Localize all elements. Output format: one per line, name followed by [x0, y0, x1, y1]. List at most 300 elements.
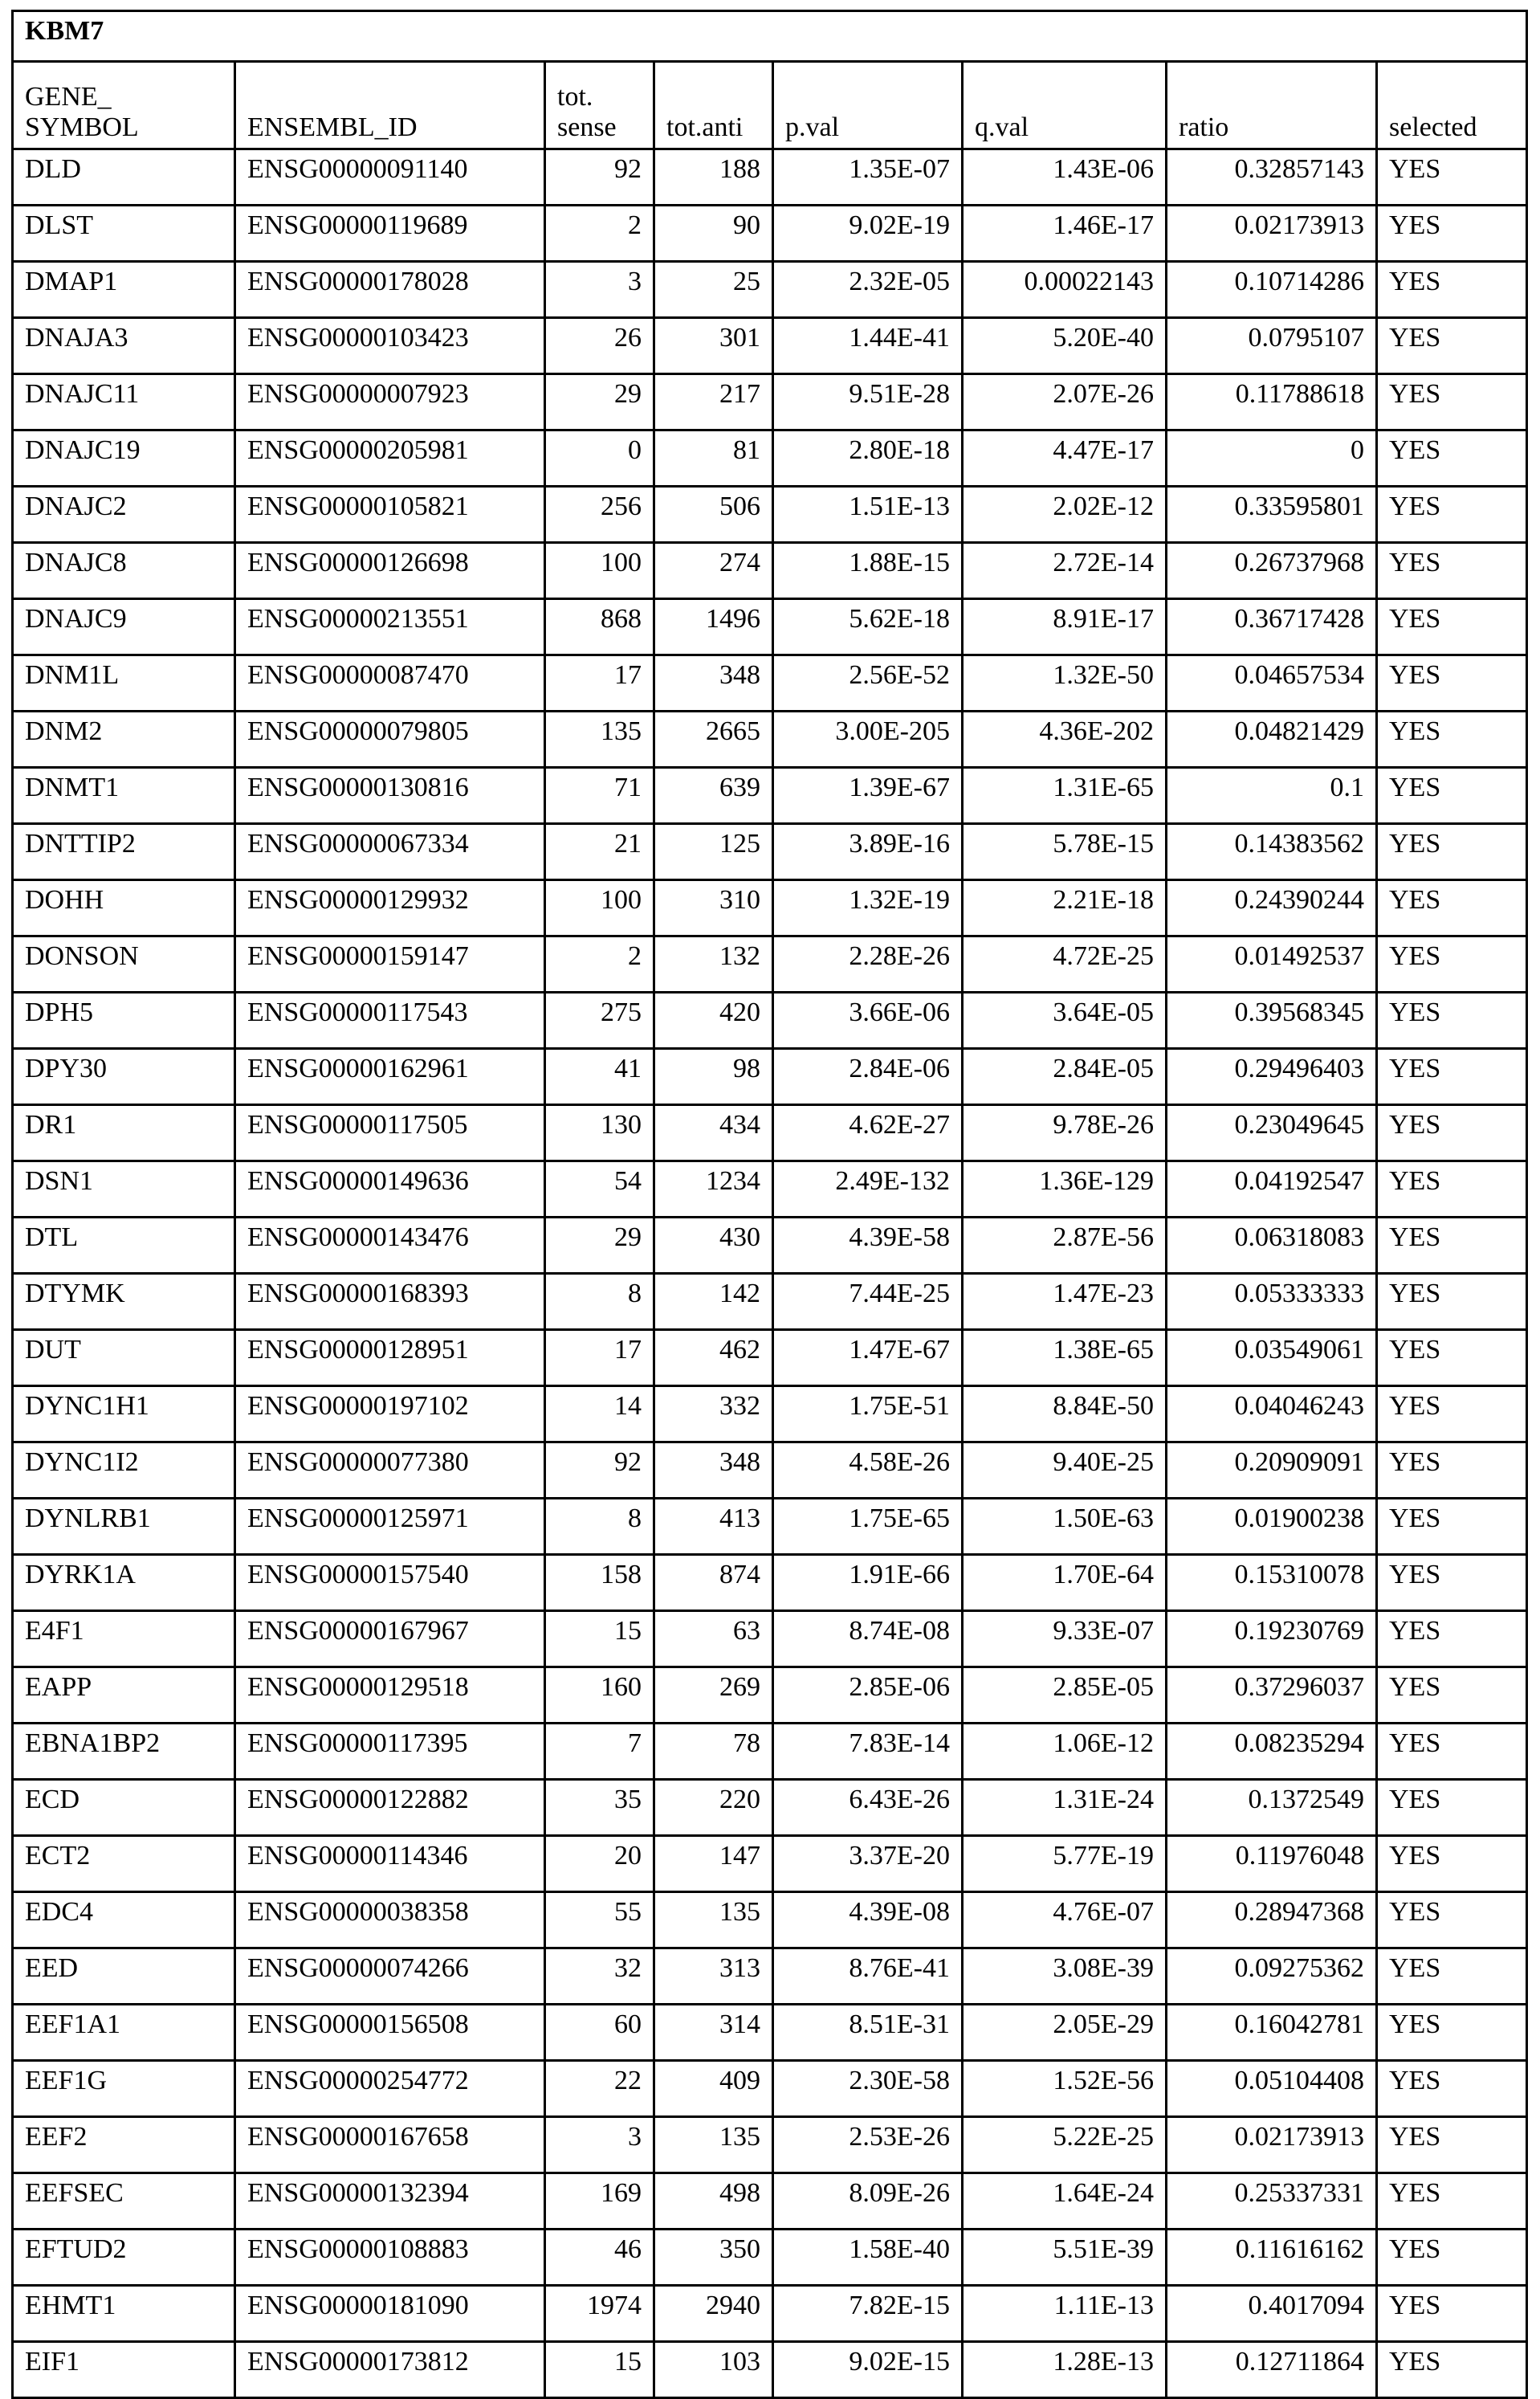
gene-symbol-cell: EED — [13, 1948, 235, 2005]
ratio-cell: 0.15310078 — [1167, 1555, 1377, 1611]
table-row — [13, 1274, 1527, 1330]
tot-anti-cell: 310 — [654, 880, 773, 936]
ratio-cell: 0.04046243 — [1167, 1386, 1377, 1442]
tot-anti-cell: 135 — [654, 2117, 773, 2173]
ensembl-id-cell: ENSG00000087470 — [235, 655, 545, 712]
q-val-cell: 4.76E-07 — [963, 1892, 1167, 1948]
ratio-cell: 0.23049645 — [1167, 1105, 1377, 1161]
tot-sense-cell: 54 — [545, 1161, 654, 1218]
selected-cell: YES — [1377, 1836, 1527, 1892]
tot-anti-cell: 332 — [654, 1386, 773, 1442]
ensembl-id-cell: ENSG00000159147 — [235, 936, 545, 993]
tot-anti-cell: 98 — [654, 1049, 773, 1105]
gene-symbol-cell: DLD — [13, 149, 235, 206]
q-val-cell: 5.20E-40 — [963, 318, 1167, 374]
gene-symbol-cell: EFTUD2 — [13, 2230, 235, 2286]
gene-symbol-cell: DOHH — [13, 880, 235, 936]
selected-cell: YES — [1377, 1667, 1527, 1724]
p-val-cell: 1.44E-41 — [773, 318, 963, 374]
ratio-cell: 0.11976048 — [1167, 1836, 1377, 1892]
selected-cell: YES — [1377, 1948, 1527, 2005]
column-header-ensembl-id: ENSEMBL_ID — [235, 62, 545, 149]
ensembl-id-cell: ENSG00000117543 — [235, 993, 545, 1049]
table-row — [13, 1724, 1527, 1780]
ratio-cell: 0.32857143 — [1167, 149, 1377, 206]
ensembl-id-cell: ENSG00000178028 — [235, 262, 545, 318]
ensembl-id-cell: ENSG00000126698 — [235, 543, 545, 599]
tot-anti-cell: 125 — [654, 824, 773, 880]
p-val-cell: 3.66E-06 — [773, 993, 963, 1049]
ratio-cell: 0.16042781 — [1167, 2005, 1377, 2061]
selected-cell: YES — [1377, 993, 1527, 1049]
gene-symbol-cell: EIF1 — [13, 2342, 235, 2398]
table-row — [13, 430, 1527, 487]
column-header-tot-sense: tot. sense — [545, 62, 654, 149]
gene-symbol-cell: DPH5 — [13, 993, 235, 1049]
gene-symbol-cell: DNAJA3 — [13, 318, 235, 374]
q-val-cell: 1.31E-24 — [963, 1780, 1167, 1836]
table-row — [13, 712, 1527, 768]
tot-sense-cell: 130 — [545, 1105, 654, 1161]
selected-cell: YES — [1377, 374, 1527, 430]
ensembl-id-cell: ENSG00000117505 — [235, 1105, 545, 1161]
tot-sense-cell: 92 — [545, 1442, 654, 1499]
ratio-cell: 0.10714286 — [1167, 262, 1377, 318]
column-header-p-val: p.val — [773, 62, 963, 149]
tot-anti-cell: 413 — [654, 1499, 773, 1555]
selected-cell: YES — [1377, 1555, 1527, 1611]
gene-symbol-cell: DNAJC19 — [13, 430, 235, 487]
table-row — [13, 543, 1527, 599]
table-body — [13, 149, 1527, 2398]
p-val-cell: 1.35E-07 — [773, 149, 963, 206]
gene-symbol-cell: DNAJC11 — [13, 374, 235, 430]
tot-sense-cell: 20 — [545, 1836, 654, 1892]
ensembl-id-cell: ENSG00000143476 — [235, 1218, 545, 1274]
tot-sense-cell: 100 — [545, 880, 654, 936]
gene-table — [11, 10, 1528, 2399]
table-row — [13, 2286, 1527, 2342]
q-val-cell: 4.72E-25 — [963, 936, 1167, 993]
p-val-cell: 9.02E-19 — [773, 206, 963, 262]
ensembl-id-cell: ENSG00000173812 — [235, 2342, 545, 2398]
column-header-selected: selected — [1377, 62, 1527, 149]
ensembl-id-cell: ENSG00000254772 — [235, 2061, 545, 2117]
gene-symbol-cell: DUT — [13, 1330, 235, 1386]
selected-cell: YES — [1377, 487, 1527, 543]
gene-symbol-cell: DPY30 — [13, 1049, 235, 1105]
tot-anti-cell: 147 — [654, 1836, 773, 1892]
selected-cell: YES — [1377, 1611, 1527, 1667]
table-row — [13, 1948, 1527, 2005]
table-row — [13, 824, 1527, 880]
table-row — [13, 1499, 1527, 1555]
table-row — [13, 318, 1527, 374]
ensembl-id-cell: ENSG00000130816 — [235, 768, 545, 824]
p-val-cell: 1.39E-67 — [773, 768, 963, 824]
ensembl-id-cell: ENSG00000162961 — [235, 1049, 545, 1105]
q-val-cell: 3.08E-39 — [963, 1948, 1167, 2005]
ensembl-id-cell: ENSG00000074266 — [235, 1948, 545, 2005]
tot-anti-cell: 135 — [654, 1892, 773, 1948]
tot-anti-cell: 63 — [654, 1611, 773, 1667]
table-row — [13, 880, 1527, 936]
selected-cell: YES — [1377, 2061, 1527, 2117]
p-val-cell: 2.85E-06 — [773, 1667, 963, 1724]
tot-anti-cell: 78 — [654, 1724, 773, 1780]
q-val-cell: 1.52E-56 — [963, 2061, 1167, 2117]
table-row — [13, 2005, 1527, 2061]
gene-symbol-cell: DNAJC2 — [13, 487, 235, 543]
ensembl-id-cell: ENSG00000067334 — [235, 824, 545, 880]
tot-sense-cell: 2 — [545, 936, 654, 993]
tot-anti-cell: 430 — [654, 1218, 773, 1274]
p-val-cell: 1.32E-19 — [773, 880, 963, 936]
ratio-cell: 0.08235294 — [1167, 1724, 1377, 1780]
ensembl-id-cell: ENSG00000132394 — [235, 2173, 545, 2230]
table-row — [13, 768, 1527, 824]
ratio-cell: 0.36717428 — [1167, 599, 1377, 655]
p-val-cell: 2.53E-26 — [773, 2117, 963, 2173]
table-row — [13, 2342, 1527, 2398]
ensembl-id-cell: ENSG00000156508 — [235, 2005, 545, 2061]
selected-cell: YES — [1377, 1780, 1527, 1836]
q-val-cell: 1.70E-64 — [963, 1555, 1167, 1611]
table-row — [13, 2061, 1527, 2117]
p-val-cell: 8.74E-08 — [773, 1611, 963, 1667]
selected-cell: YES — [1377, 936, 1527, 993]
p-val-cell: 2.80E-18 — [773, 430, 963, 487]
tot-sense-cell: 21 — [545, 824, 654, 880]
selected-cell: YES — [1377, 1892, 1527, 1948]
tot-sense-cell: 15 — [545, 2342, 654, 2398]
selected-cell: YES — [1377, 768, 1527, 824]
p-val-cell: 1.75E-51 — [773, 1386, 963, 1442]
table-row — [13, 1555, 1527, 1611]
selected-cell: YES — [1377, 1105, 1527, 1161]
tot-sense-cell: 3 — [545, 262, 654, 318]
gene-symbol-cell: EHMT1 — [13, 2286, 235, 2342]
p-val-cell: 1.58E-40 — [773, 2230, 963, 2286]
ensembl-id-cell: ENSG00000168393 — [235, 1274, 545, 1330]
p-val-cell: 1.51E-13 — [773, 487, 963, 543]
p-val-cell: 9.02E-15 — [773, 2342, 963, 2398]
ensembl-id-cell: ENSG00000213551 — [235, 599, 545, 655]
selected-cell: YES — [1377, 1442, 1527, 1499]
tot-sense-cell: 7 — [545, 1724, 654, 1780]
tot-sense-cell: 32 — [545, 1948, 654, 2005]
ratio-cell: 0.11616162 — [1167, 2230, 1377, 2286]
ensembl-id-cell: ENSG00000129518 — [235, 1667, 545, 1724]
q-val-cell: 2.21E-18 — [963, 880, 1167, 936]
table-row — [13, 599, 1527, 655]
column-header-gene-symbol: GENE_ SYMBOL — [13, 62, 235, 149]
selected-cell: YES — [1377, 2286, 1527, 2342]
tot-sense-cell: 46 — [545, 2230, 654, 2286]
ratio-cell: 0.05104408 — [1167, 2061, 1377, 2117]
ratio-cell: 0.01492537 — [1167, 936, 1377, 993]
ratio-cell: 0.02173913 — [1167, 2117, 1377, 2173]
ensembl-id-cell: ENSG00000119689 — [235, 206, 545, 262]
ratio-cell: 0.0795107 — [1167, 318, 1377, 374]
tot-sense-cell: 0 — [545, 430, 654, 487]
p-val-cell: 2.32E-05 — [773, 262, 963, 318]
tot-sense-cell: 160 — [545, 1667, 654, 1724]
selected-cell: YES — [1377, 206, 1527, 262]
tot-anti-cell: 348 — [654, 655, 773, 712]
p-val-cell: 3.37E-20 — [773, 1836, 963, 1892]
table-row — [13, 936, 1527, 993]
tot-anti-cell: 350 — [654, 2230, 773, 2286]
table-row — [13, 1667, 1527, 1724]
ratio-cell: 0.04821429 — [1167, 712, 1377, 768]
p-val-cell: 9.51E-28 — [773, 374, 963, 430]
ratio-cell: 0.03549061 — [1167, 1330, 1377, 1386]
tot-sense-cell: 169 — [545, 2173, 654, 2230]
selected-cell: YES — [1377, 543, 1527, 599]
ensembl-id-cell: ENSG00000038358 — [235, 1892, 545, 1948]
gene-symbol-cell: DNMT1 — [13, 768, 235, 824]
q-val-cell: 1.31E-65 — [963, 768, 1167, 824]
tot-sense-cell: 275 — [545, 993, 654, 1049]
q-val-cell: 2.07E-26 — [963, 374, 1167, 430]
tot-anti-cell: 217 — [654, 374, 773, 430]
gene-symbol-cell: ECT2 — [13, 1836, 235, 1892]
table-row — [13, 262, 1527, 318]
p-val-cell: 8.51E-31 — [773, 2005, 963, 2061]
tot-sense-cell: 35 — [545, 1780, 654, 1836]
p-val-cell: 4.39E-08 — [773, 1892, 963, 1948]
table-title-row — [13, 11, 1527, 62]
selected-cell: YES — [1377, 430, 1527, 487]
ratio-cell: 0.11788618 — [1167, 374, 1377, 430]
tot-sense-cell: 41 — [545, 1049, 654, 1105]
gene-symbol-cell: DNAJC9 — [13, 599, 235, 655]
q-val-cell: 9.33E-07 — [963, 1611, 1167, 1667]
tot-sense-cell: 17 — [545, 655, 654, 712]
selected-cell: YES — [1377, 1330, 1527, 1386]
p-val-cell: 2.49E-132 — [773, 1161, 963, 1218]
q-val-cell: 1.32E-50 — [963, 655, 1167, 712]
ensembl-id-cell: ENSG00000122882 — [235, 1780, 545, 1836]
selected-cell: YES — [1377, 2005, 1527, 2061]
tot-anti-cell: 498 — [654, 2173, 773, 2230]
p-val-cell: 2.28E-26 — [773, 936, 963, 993]
p-val-cell: 8.09E-26 — [773, 2173, 963, 2230]
p-val-cell: 2.30E-58 — [773, 2061, 963, 2117]
tot-anti-cell: 462 — [654, 1330, 773, 1386]
tot-sense-cell: 2 — [545, 206, 654, 262]
tot-anti-cell: 314 — [654, 2005, 773, 2061]
q-val-cell: 1.46E-17 — [963, 206, 1167, 262]
table-row — [13, 1386, 1527, 1442]
ratio-cell: 0.24390244 — [1167, 880, 1377, 936]
ensembl-id-cell: ENSG00000157540 — [235, 1555, 545, 1611]
tot-anti-cell: 1234 — [654, 1161, 773, 1218]
table-row — [13, 1105, 1527, 1161]
p-val-cell: 1.75E-65 — [773, 1499, 963, 1555]
q-val-cell: 1.28E-13 — [963, 2342, 1167, 2398]
q-val-cell: 2.85E-05 — [963, 1667, 1167, 1724]
q-val-cell: 0.00022143 — [963, 262, 1167, 318]
gene-symbol-cell: E4F1 — [13, 1611, 235, 1667]
gene-symbol-cell: DMAP1 — [13, 262, 235, 318]
tot-sense-cell: 55 — [545, 1892, 654, 1948]
q-val-cell: 1.06E-12 — [963, 1724, 1167, 1780]
ratio-cell: 0.33595801 — [1167, 487, 1377, 543]
tot-anti-cell: 301 — [654, 318, 773, 374]
table-row — [13, 1161, 1527, 1218]
table-row — [13, 149, 1527, 206]
ratio-cell: 0.39568345 — [1167, 993, 1377, 1049]
tot-sense-cell: 14 — [545, 1386, 654, 1442]
gene-symbol-cell: DR1 — [13, 1105, 235, 1161]
p-val-cell: 2.56E-52 — [773, 655, 963, 712]
ensembl-id-cell: ENSG00000167967 — [235, 1611, 545, 1667]
selected-cell: YES — [1377, 880, 1527, 936]
ensembl-id-cell: ENSG00000079805 — [235, 712, 545, 768]
tot-sense-cell: 29 — [545, 374, 654, 430]
tot-anti-cell: 188 — [654, 149, 773, 206]
tot-anti-cell: 90 — [654, 206, 773, 262]
p-val-cell: 1.91E-66 — [773, 1555, 963, 1611]
selected-cell: YES — [1377, 1386, 1527, 1442]
q-val-cell: 5.22E-25 — [963, 2117, 1167, 2173]
table-row — [13, 1892, 1527, 1948]
table-row — [13, 487, 1527, 543]
ratio-cell: 0.26737968 — [1167, 543, 1377, 599]
ratio-cell: 0.01900238 — [1167, 1499, 1377, 1555]
selected-cell: YES — [1377, 1724, 1527, 1780]
tot-sense-cell: 17 — [545, 1330, 654, 1386]
gene-symbol-cell: DNAJC8 — [13, 543, 235, 599]
gene-symbol-cell: EEF1A1 — [13, 2005, 235, 2061]
gene-symbol-cell: EEFSEC — [13, 2173, 235, 2230]
p-val-cell: 3.89E-16 — [773, 824, 963, 880]
ensembl-id-cell: ENSG00000105821 — [235, 487, 545, 543]
table-row — [13, 655, 1527, 712]
selected-cell: YES — [1377, 1161, 1527, 1218]
selected-cell: YES — [1377, 2230, 1527, 2286]
gene-symbol-cell: DYNC1H1 — [13, 1386, 235, 1442]
ratio-cell: 0.12711864 — [1167, 2342, 1377, 2398]
tot-anti-cell: 2665 — [654, 712, 773, 768]
q-val-cell: 2.87E-56 — [963, 1218, 1167, 1274]
ratio-cell: 0.14383562 — [1167, 824, 1377, 880]
tot-sense-cell: 26 — [545, 318, 654, 374]
ratio-cell: 0.25337331 — [1167, 2173, 1377, 2230]
q-val-cell: 2.02E-12 — [963, 487, 1167, 543]
ensembl-id-cell: ENSG00000128951 — [235, 1330, 545, 1386]
p-val-cell: 5.62E-18 — [773, 599, 963, 655]
ensembl-id-cell: ENSG00000205981 — [235, 430, 545, 487]
selected-cell: YES — [1377, 2173, 1527, 2230]
ensembl-id-cell: ENSG00000114346 — [235, 1836, 545, 1892]
selected-cell: YES — [1377, 655, 1527, 712]
selected-cell: YES — [1377, 712, 1527, 768]
ratio-cell: 0.28947368 — [1167, 1892, 1377, 1948]
column-header-tot-anti: tot.anti — [654, 62, 773, 149]
tot-sense-cell: 256 — [545, 487, 654, 543]
q-val-cell: 1.36E-129 — [963, 1161, 1167, 1218]
selected-cell: YES — [1377, 149, 1527, 206]
tot-sense-cell: 8 — [545, 1274, 654, 1330]
table-row — [13, 1330, 1527, 1386]
q-val-cell: 8.84E-50 — [963, 1386, 1167, 1442]
table-row — [13, 1780, 1527, 1836]
p-val-cell: 4.39E-58 — [773, 1218, 963, 1274]
q-val-cell: 5.78E-15 — [963, 824, 1167, 880]
tot-anti-cell: 409 — [654, 2061, 773, 2117]
tot-anti-cell: 434 — [654, 1105, 773, 1161]
tot-anti-cell: 103 — [654, 2342, 773, 2398]
q-val-cell: 3.64E-05 — [963, 993, 1167, 1049]
tot-anti-cell: 506 — [654, 487, 773, 543]
table-row — [13, 206, 1527, 262]
q-val-cell: 1.38E-65 — [963, 1330, 1167, 1386]
table-row — [13, 2173, 1527, 2230]
p-val-cell: 7.44E-25 — [773, 1274, 963, 1330]
p-val-cell: 1.47E-67 — [773, 1330, 963, 1386]
ensembl-id-cell: ENSG00000103423 — [235, 318, 545, 374]
ensembl-id-cell: ENSG00000117395 — [235, 1724, 545, 1780]
table-row — [13, 1218, 1527, 1274]
q-val-cell: 2.84E-05 — [963, 1049, 1167, 1105]
table-row — [13, 1836, 1527, 1892]
ratio-cell: 0.05333333 — [1167, 1274, 1377, 1330]
tot-anti-cell: 313 — [654, 1948, 773, 2005]
ratio-cell: 0.04192547 — [1167, 1161, 1377, 1218]
tot-sense-cell: 3 — [545, 2117, 654, 2173]
tot-sense-cell: 100 — [545, 543, 654, 599]
ratio-cell: 0.29496403 — [1167, 1049, 1377, 1105]
gene-symbol-cell: DNM2 — [13, 712, 235, 768]
column-header-ratio: ratio — [1167, 62, 1377, 149]
gene-symbol-cell: DYRK1A — [13, 1555, 235, 1611]
q-val-cell: 4.47E-17 — [963, 430, 1167, 487]
column-header-q-val: q.val — [963, 62, 1167, 149]
table-header-row — [13, 62, 1527, 149]
gene-symbol-cell: EDC4 — [13, 1892, 235, 1948]
ensembl-id-cell: ENSG00000197102 — [235, 1386, 545, 1442]
selected-cell: YES — [1377, 1049, 1527, 1105]
p-val-cell: 2.84E-06 — [773, 1049, 963, 1105]
ratio-cell: 0.37296037 — [1167, 1667, 1377, 1724]
p-val-cell: 7.82E-15 — [773, 2286, 963, 2342]
tot-anti-cell: 348 — [654, 1442, 773, 1499]
gene-symbol-cell: DONSON — [13, 936, 235, 993]
tot-sense-cell: 92 — [545, 149, 654, 206]
ratio-cell: 0.09275362 — [1167, 1948, 1377, 2005]
tot-anti-cell: 2940 — [654, 2286, 773, 2342]
ensembl-id-cell: ENSG00000091140 — [235, 149, 545, 206]
tot-sense-cell: 29 — [545, 1218, 654, 1274]
q-val-cell: 5.77E-19 — [963, 1836, 1167, 1892]
tot-anti-cell: 269 — [654, 1667, 773, 1724]
p-val-cell: 7.83E-14 — [773, 1724, 963, 1780]
ratio-cell: 0.04657534 — [1167, 655, 1377, 712]
tot-sense-cell: 868 — [545, 599, 654, 655]
selected-cell: YES — [1377, 824, 1527, 880]
q-val-cell: 1.64E-24 — [963, 2173, 1167, 2230]
ensembl-id-cell: ENSG00000167658 — [235, 2117, 545, 2173]
selected-cell: YES — [1377, 318, 1527, 374]
q-val-cell: 9.78E-26 — [963, 1105, 1167, 1161]
ensembl-id-cell: ENSG00000129932 — [235, 880, 545, 936]
gene-symbol-cell: DLST — [13, 206, 235, 262]
ratio-cell: 0.1372549 — [1167, 1780, 1377, 1836]
p-val-cell: 4.62E-27 — [773, 1105, 963, 1161]
